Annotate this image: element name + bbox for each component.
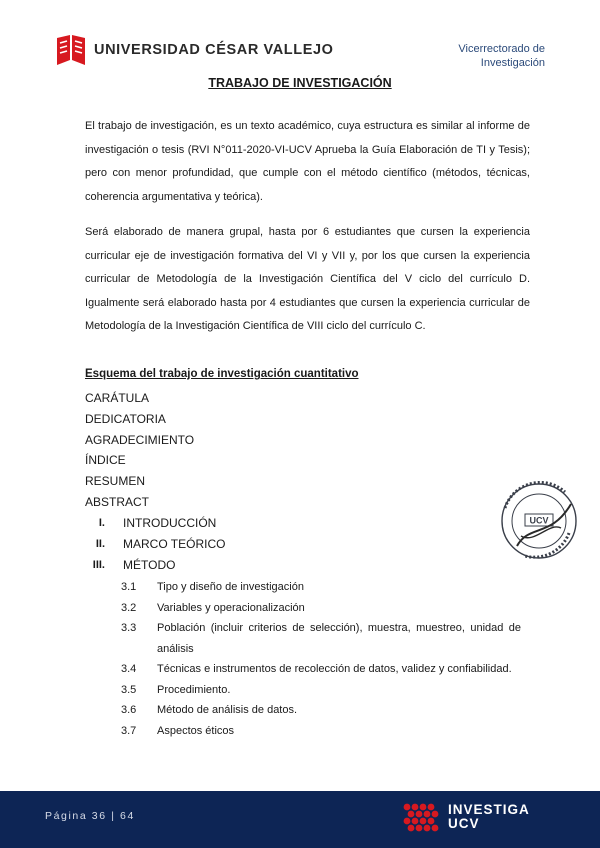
chapter-list — [85, 512, 225, 575]
university-logo — [56, 34, 334, 66]
university-name: UNIVERSIDAD CÉSAR VALLEJO — [94, 42, 334, 58]
scheme-title: Esquema del trabajo de investigación cuantitativo — [85, 368, 359, 380]
front-matter-item: AGRADECIMIENTO — [85, 432, 195, 447]
ucv-shield-icon — [56, 34, 86, 66]
investiga-line-1: INVESTIGA — [448, 802, 530, 817]
subsection-label: Población (incluir criterios de selección), muestra, muestreo, unidad de análisis — [157, 622, 521, 655]
investiga-line-2: UCV — [448, 816, 480, 831]
subsection-item — [121, 659, 521, 680]
subsection-item — [121, 721, 521, 742]
office-line-1: Vicerrectorado de — [458, 43, 545, 55]
investiga-dots-icon — [402, 802, 442, 832]
subsection-label: Método de análisis de datos. — [157, 704, 298, 716]
front-matter-list — [85, 388, 194, 513]
subsection-list — [121, 577, 521, 741]
subsection-number: 3.4 — [121, 663, 137, 675]
chapter-number: III. — [92, 558, 105, 571]
paragraph-1: El trabajo de investigación, es un texto académico, cuya estructura es similar al informe de investigación o tesis (RVI N°011-2020-VI-UCV Aprueba la Guía Elaboración de TI y Tesis); pero con menor profundidad, que cumple con el método científico (métodos, técnicas, coherencia argumentativa y teórica). — [85, 120, 530, 203]
subsection-label: Técnicas e instrumentos de recolección de datos, validez y confiabilidad. — [157, 663, 512, 675]
stamp-text: UCV — [529, 515, 549, 526]
subsection-item — [121, 680, 521, 701]
page-number: Página 36 | 64 — [45, 810, 135, 822]
subsection-label: Variables y operacionalización — [157, 601, 305, 614]
subsection-item — [121, 618, 521, 659]
subsection-number: 3.5 — [121, 683, 137, 696]
front-matter-item: DEDICATORIA — [85, 411, 166, 426]
chapter-label: INTRODUCCIÓN — [123, 515, 217, 530]
subsection-label: Procedimiento. — [157, 683, 231, 696]
subsection-number: 3.1 — [121, 581, 137, 593]
chapter-label: MÉTODO — [123, 557, 176, 572]
office-line-2: Investigación — [480, 57, 545, 69]
page-footer — [0, 791, 600, 848]
subsection-number: 3.7 — [121, 724, 137, 737]
subsection-item — [121, 577, 521, 598]
front-matter-item: RESUMEN — [85, 474, 146, 489]
investiga-wordmark — [448, 803, 530, 831]
office-label — [458, 42, 545, 70]
chapter-item — [85, 554, 225, 575]
chapter-item — [85, 533, 225, 554]
chapter-number: I. — [98, 516, 105, 529]
subsection-number: 3.2 — [121, 601, 137, 614]
chapter-number: II. — [95, 537, 105, 550]
investiga-logo — [402, 802, 530, 832]
front-matter-item: CARÁTULA — [85, 391, 150, 405]
subsection-number: 3.3 — [121, 622, 137, 634]
subsection-number: 3.6 — [121, 704, 137, 716]
paragraph-2: Será elaborado de manera grupal, hasta por 6 estudiantes que cursen la experiencia curricular eje de investigación formativa del VI y VII y, por los que cursen la experiencia curricular de Metodología de la Investigación Científica del V ciclo del currículo D. Igualmente será elaborado hasta por 4 estudiantes que cursen la experiencia curricular de Metodología de la Investigación Científica de VIII ciclo del currículo C. — [85, 226, 530, 332]
front-matter-item: ÍNDICE — [85, 453, 126, 468]
subsection-label: Tipo y diseño de investigación — [157, 581, 304, 593]
subsection-item — [121, 598, 521, 619]
official-stamp-icon — [495, 478, 583, 564]
front-matter-item: ABSTRACT — [85, 494, 150, 509]
subsection-label: Aspectos éticos — [157, 724, 235, 737]
subsection-item — [121, 700, 521, 721]
page-title: TRABAJO DE INVESTIGACIÓN — [208, 76, 392, 90]
chapter-label: MARCO TEÓRICO — [123, 536, 226, 551]
chapter-item — [85, 512, 225, 533]
